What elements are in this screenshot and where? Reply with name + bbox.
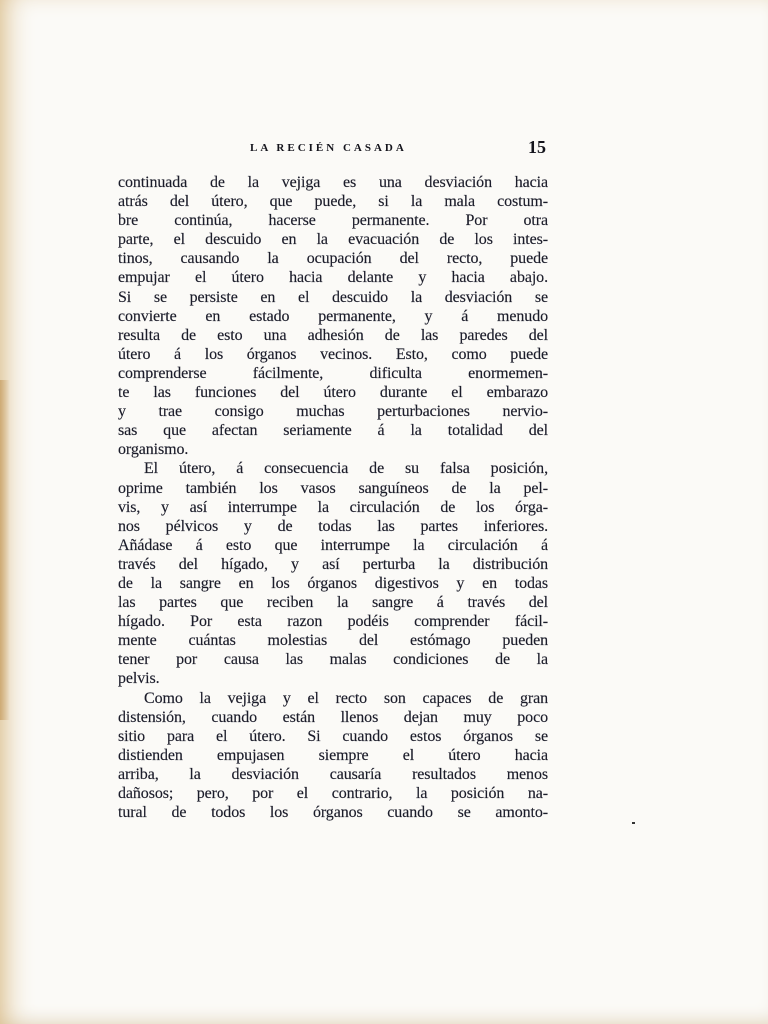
text-line: organismo. (118, 441, 189, 459)
ink-speck (632, 822, 635, 824)
text-line: distienden empujasen siempre el útero hacia (118, 746, 548, 764)
text-line: resulta de esto una adhesión de las paredes del (118, 326, 548, 344)
text-line: bre continúa, hacerse permanente. Por otra (118, 212, 548, 230)
paragraph-first-line: El útero, á consecuencia de su falsa posición, (144, 460, 548, 478)
text-line: de la sangre en los órganos digestivos y en todas (118, 574, 548, 592)
text-line: continuada de la vejiga es una desviación hacia (118, 174, 548, 191)
text-line: pelvis. (118, 670, 160, 688)
text-line: sitio para el útero. Si cuando estos órganos se (118, 727, 548, 745)
text-line: tener por causa las malas condiciones de la (118, 651, 548, 669)
text-line: Si se persiste en el descuido la desviación se (118, 288, 548, 306)
body-text (118, 173, 548, 822)
text-line: tural de todos los órganos cuando se amonto- (118, 804, 548, 822)
text-line: atrás del útero, que puede, si la mala costum- (118, 193, 548, 211)
text-line: Añádase á esto que interrumpe la circulación á (118, 536, 548, 554)
text-line: las partes que reciben la sangre á través del (118, 594, 548, 612)
text-line: arriba, la desviación causaría resultados menos (118, 765, 548, 783)
text-line: vis, y así interrumpe la circulación de los órga- (118, 498, 548, 516)
text-line: hígado. Por esta razon podéis comprender fácil- (118, 613, 548, 631)
text-line: convierte en estado permanente, y á menudo (118, 307, 548, 325)
paragraph-first-line: Como la vejiga y el recto son capaces de gran (144, 689, 548, 707)
page-number: 15 (528, 137, 546, 157)
text-line: parte, el descuido en la evacuación de los intes- (118, 231, 548, 249)
page-edge-stain (0, 380, 10, 720)
text-line: oprime también los vasos sanguíneos de la pel- (118, 479, 548, 497)
text-line: través del hígado, y así perturba la distribución (118, 555, 548, 573)
running-head: LA RECIÉN CASADA (250, 142, 407, 154)
text-line: dañosos; pero, por el contrario, la posición na- (118, 785, 548, 802)
text-line: tinos, causando la ocupación del recto, puede (118, 250, 548, 268)
text-line: distensión, cuando están llenos dejan muy poco (118, 708, 548, 726)
text-line: útero á los órganos vecinos. Esto, como puede (118, 345, 548, 363)
text-line: comprenderse fácilmente, dificulta enormemen- (118, 364, 548, 382)
text-line: nos pélvicos y de todas las partes inferiores. (118, 517, 548, 535)
page-header (118, 137, 548, 162)
text-line: te las funciones del útero durante el embarazo (118, 384, 548, 402)
text-line: y trae consigo muchas perturbaciones nervio- (118, 403, 548, 421)
text-line: sas que afectan seriamente á la totalidad del (118, 422, 548, 440)
text-line: empujar el útero hacia delante y hacia abajo. (118, 269, 548, 287)
text-line: mente cuántas molestias del estómago pueden (118, 632, 548, 650)
